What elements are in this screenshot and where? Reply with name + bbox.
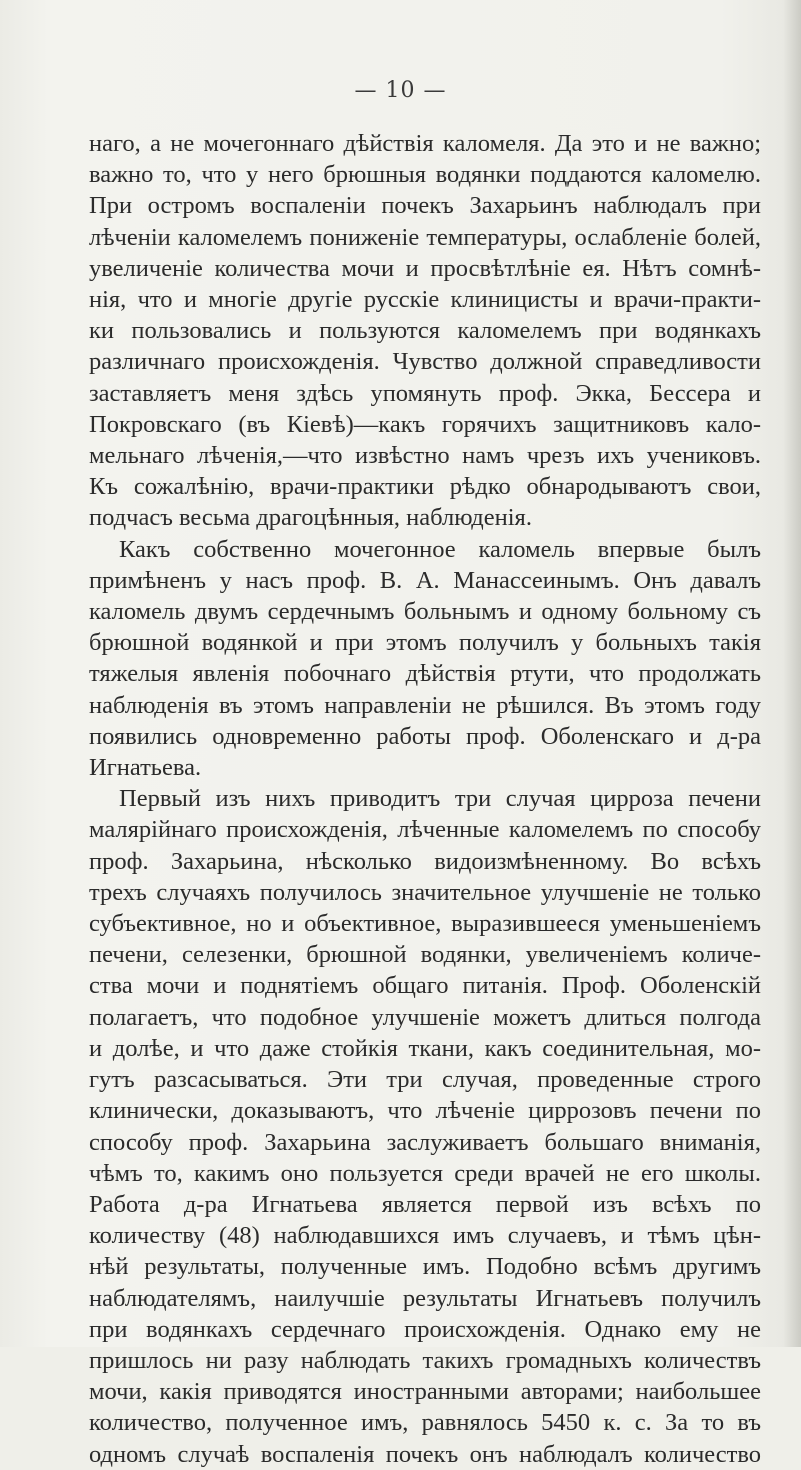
- text-line: различнаго происхожденія. Чувство должной справедливости: [89, 348, 761, 376]
- paragraph: [89, 534, 761, 784]
- text-line: мочи, какія приводятся иностранными авторами; наибольшее: [89, 1378, 761, 1406]
- text-line: наблюдателямъ, наилучшіе результаты Игнатьевъ получилъ: [89, 1284, 761, 1312]
- text-line: каломель двумъ сердечнымъ больнымъ и одному больному съ: [89, 598, 761, 626]
- text-line: субъективное, но и объективное, выразившееся уменьшеніемъ: [89, 910, 761, 938]
- text-line: заставляетъ меня здѣсь упомянуть проф. Экка, Бессера и: [89, 379, 761, 407]
- text-line: чѣмъ то, какимъ оно пользуется среди врачей не его школы.: [89, 1159, 761, 1187]
- text-line: наблюденія въ этомъ направленіи не рѣшился. Въ этомъ году: [89, 691, 761, 719]
- text-line: примѣненъ у насъ проф. В. А. Манассеинымъ. Онъ давалъ: [89, 566, 761, 594]
- text-line: тяжелыя явленія побочнаго дѣйствія ртути, что продолжать: [89, 660, 761, 688]
- text-line: При остромъ воспаленіи почекъ Захарьинъ наблюдалъ при: [89, 192, 761, 220]
- text-line: Игнатьева.: [89, 754, 202, 782]
- text-line: количеству (48) наблюдавшихся имъ случаевъ, и тѣмъ цѣн-: [89, 1222, 761, 1250]
- text-line: одномъ случаѣ воспаленія почекъ онъ наблюдалъ количество: [89, 1440, 761, 1468]
- page-edge-shadow: [783, 0, 801, 1347]
- text-line: появились одновременно работы проф. Оболенскаго и д-ра: [89, 722, 761, 750]
- text-line: гутъ разсасываться. Эти три случая, проведенные строго: [89, 1066, 761, 1094]
- text-line: ства мочи и поднятіемъ общаго питанія. Проф. Оболенскій: [89, 972, 761, 1000]
- text-line: ки пользовались и пользуются каломелемъ при водянкахъ: [89, 317, 761, 345]
- text-line: проф. Захарьина, нѣсколько видоизмѣненному. Во всѣхъ: [89, 847, 761, 875]
- text-line: печени, селезенки, брюшной водянки, увеличеніемъ количе-: [89, 941, 761, 969]
- text-line: и долѣе, и что даже стойкія ткани, какъ соединительная, мо-: [89, 1034, 761, 1062]
- text-line: Какъ собственно мочегонное каломель впервые былъ: [119, 535, 761, 563]
- text-line: трехъ случаяхъ получилось значительное улучшеніе не только: [89, 878, 761, 906]
- paragraph: [89, 128, 761, 534]
- text-line: количество, полученное имъ, равнялось 5450 к. с. За то въ: [89, 1409, 761, 1437]
- text-line: нія, что и многіе другіе русскіе клиницисты и врачи-практи-: [89, 286, 761, 314]
- text-line: брюшной водянкой и при этомъ получилъ у больныхъ такія: [89, 629, 761, 657]
- text-line: малярійнаго происхожденія, лѣченные каломелемъ по способу: [89, 816, 761, 844]
- text-line: Къ сожалѣнію, врачи-практики рѣдко обнародываютъ свои,: [89, 473, 761, 501]
- text-line: нѣй результаты, полученные имъ. Подобно всѣмъ другимъ: [89, 1253, 761, 1281]
- text-line: способу проф. Захарьина заслуживаетъ большаго вниманія,: [89, 1128, 761, 1156]
- text-line: подчасъ весьма драгоцѣнныя, наблюденія.: [89, 504, 532, 532]
- text-line: Покровскаго (въ Кіевѣ)—какъ горячихъ защитниковъ кало-: [89, 410, 761, 438]
- page-number: — 10 —: [354, 78, 447, 103]
- body-text: [89, 128, 761, 1470]
- text-line: мельнаго лѣченія,—что извѣстно намъ чрезъ ихъ учениковъ.: [89, 442, 761, 470]
- text-line: важно то, что у него брюшныя водянки поддаются каломелю.: [89, 161, 761, 189]
- text-line: наго, а не мочегоннаго дѣйствія каломеля. Да это и не важно;: [89, 130, 761, 157]
- text-line: клинически, доказываютъ, что лѣченіе циррозовъ печени по: [89, 1097, 761, 1125]
- text-line: Первый изъ нихъ приводитъ три случая цирроза печени: [119, 785, 761, 813]
- text-line: при водянкахъ сердечнаго происхожденія. Однако ему не: [89, 1315, 761, 1343]
- text-line: полагаетъ, что подобное улучшеніе можетъ длиться полгода: [89, 1003, 761, 1031]
- text-line: Работа д-ра Игнатьева является первой изъ всѣхъ по: [89, 1190, 761, 1218]
- text-line: лѣченіи каломелемъ пониженіе температуры, ослабленіе болей,: [89, 223, 761, 251]
- text-line: пришлось ни разу наблюдать такихъ громадныхъ количествъ: [89, 1346, 761, 1374]
- paragraph: [89, 783, 761, 1469]
- text-line: увеличеніе количества мочи и просвѣтлѣніе ея. Нѣтъ сомнѣ-: [89, 254, 761, 282]
